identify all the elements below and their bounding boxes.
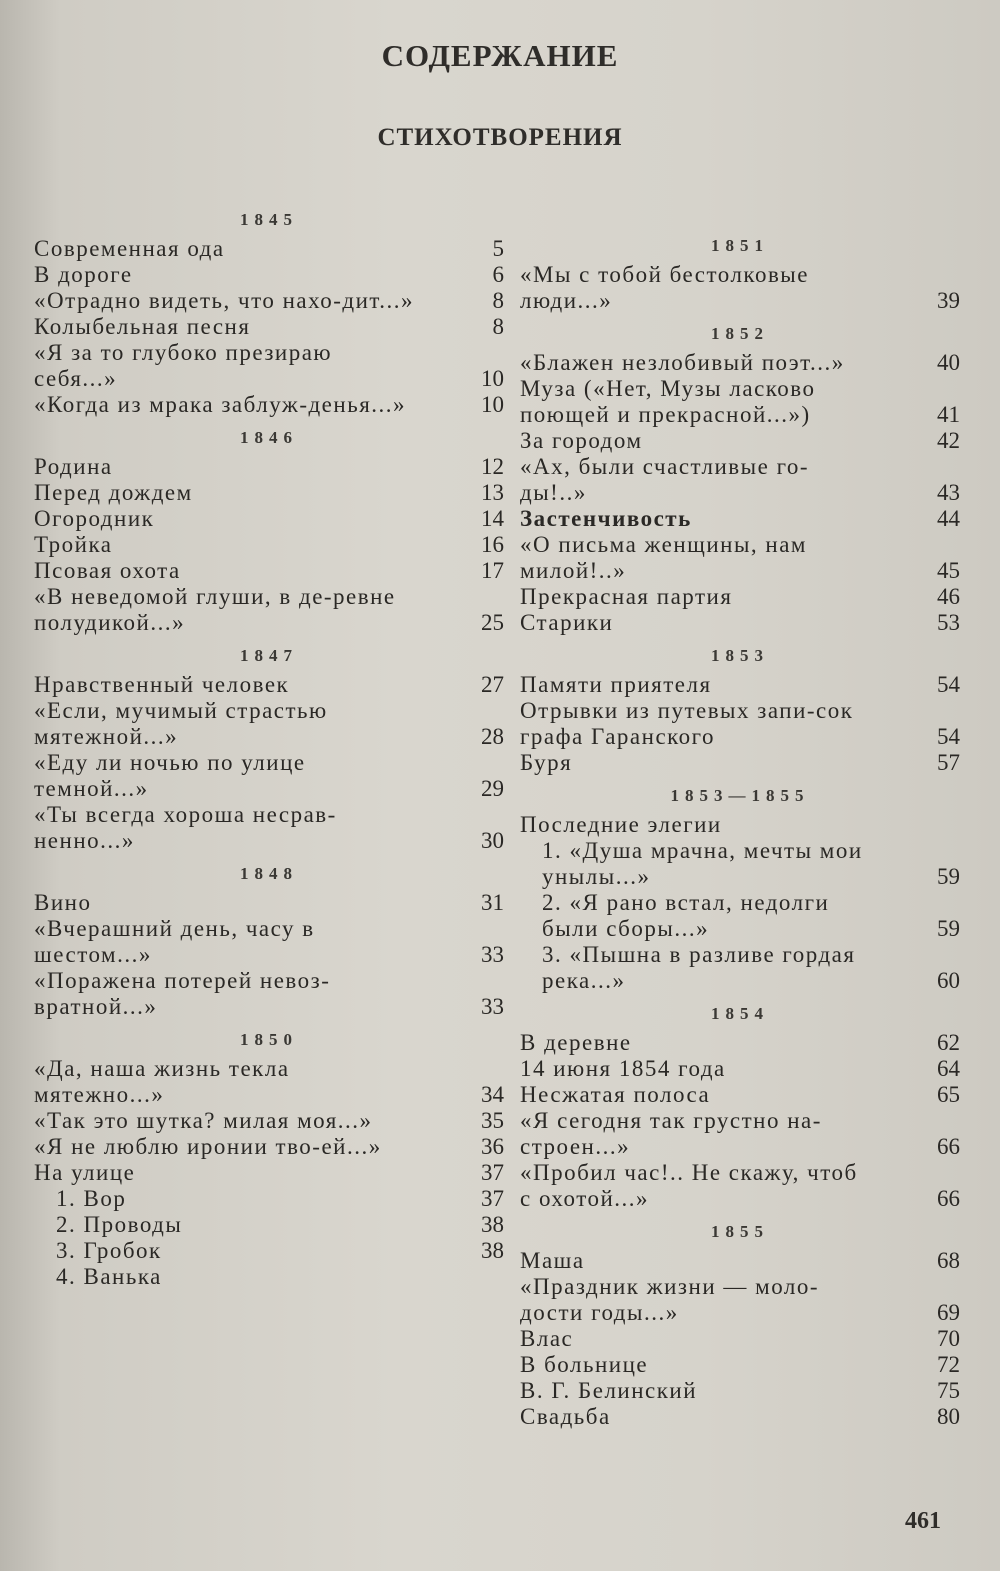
year-heading: 1850 — [240, 1030, 298, 1049]
toc-entry — [34, 916, 504, 968]
toc-entry — [34, 890, 504, 916]
toc-entry-page: 45 — [937, 558, 960, 583]
toc-entry — [520, 428, 960, 454]
toc-entry-title: «Я не люблю иронии тво-ей...» — [34, 1134, 382, 1159]
toc-entry-title: Старики — [520, 610, 614, 635]
toc-entry — [520, 584, 960, 610]
toc-entry — [34, 672, 504, 698]
toc-entry-title: Псовая охота — [34, 558, 181, 583]
toc-entry-title: Маша — [520, 1248, 585, 1273]
toc-entry — [520, 698, 960, 750]
toc-entry-page: 12 — [481, 454, 504, 479]
toc-entry-title: «О письма женщины, нам милой!..» — [520, 532, 807, 583]
toc-entry — [34, 288, 504, 314]
toc-entry-title: «Еду ли ночью по улице темной...» — [34, 750, 306, 801]
toc-entry — [520, 506, 960, 532]
toc-entry-title: В больнице — [520, 1352, 649, 1377]
toc-entry-page: 39 — [937, 288, 960, 313]
toc-entry-title: 14 июня 1854 года — [520, 1056, 726, 1081]
toc-entry-title: Муза («Нет, Музы ласково поющей и прекрасной...») — [520, 376, 816, 427]
toc-entry-title: 2. Проводы — [56, 1212, 183, 1237]
toc-entry-title: «Так это шутка? милая моя...» — [34, 1108, 373, 1133]
toc-entry-title: «Поражена потерей невоз-вратной...» — [34, 968, 331, 1019]
toc-entry-title: 1. Вор — [56, 1186, 127, 1211]
toc-entry-page: 36 — [481, 1134, 504, 1159]
toc-entry-page: 38 — [481, 1238, 504, 1263]
toc-entry-title: «Мы с тобой бестолковые люди...» — [520, 262, 809, 313]
toc-entry-page: 28 — [481, 724, 504, 749]
toc-entry-page: 10 — [481, 366, 504, 391]
toc-entry — [34, 584, 504, 636]
toc-entry — [520, 1030, 960, 1056]
toc-entry — [34, 1186, 504, 1212]
toc-entry — [34, 1134, 504, 1160]
year-heading: 1854 — [711, 1004, 769, 1023]
toc-entry-page: 25 — [481, 610, 504, 635]
year-heading: 1851 — [711, 236, 769, 255]
toc-entry — [34, 1264, 504, 1290]
toc-entry — [34, 236, 504, 262]
year-heading: 1852 — [711, 324, 769, 343]
toc-entry-page: 69 — [937, 1300, 960, 1325]
toc-entry — [520, 1056, 960, 1082]
toc-entry-title: За городом — [520, 428, 643, 453]
toc-left-column — [34, 200, 504, 1290]
toc-entry-page: 8 — [492, 314, 504, 339]
toc-entry-title: В. Г. Белинский — [520, 1378, 698, 1403]
toc-entry-page: 44 — [937, 506, 960, 531]
toc-entry-page: 37 — [481, 1186, 504, 1211]
toc-entry — [34, 532, 504, 558]
toc-entry-title: Свадьба — [520, 1404, 611, 1429]
toc-entry-page: 13 — [481, 480, 504, 505]
toc-entry — [34, 1056, 504, 1108]
toc-entry — [34, 968, 504, 1020]
toc-entry — [520, 838, 960, 890]
toc-entry-page: 29 — [481, 776, 504, 801]
toc-entry-page: 57 — [937, 750, 960, 775]
toc-entry-title: 2. «Я рано встал, недолги были сборы...» — [542, 890, 830, 941]
toc-entry-page: 59 — [937, 864, 960, 889]
toc-entry — [520, 890, 960, 942]
toc-entry-page: 75 — [937, 1378, 960, 1403]
toc-entry — [520, 376, 960, 428]
toc-entry — [34, 802, 504, 854]
toc-entry-page: 72 — [937, 1352, 960, 1377]
toc-entry-page: 68 — [937, 1248, 960, 1273]
toc-entry-page: 54 — [937, 672, 960, 697]
toc-entry — [520, 1352, 960, 1378]
toc-entry-title: «Ах, были счастливые го-ды!..» — [520, 454, 810, 505]
toc-entry-page: 66 — [937, 1134, 960, 1159]
toc-entry — [34, 506, 504, 532]
toc-entry — [34, 262, 504, 288]
toc-entry — [34, 1108, 504, 1134]
toc-entry-page: 35 — [481, 1108, 504, 1133]
toc-entry-title: «Ты всегда хороша несрав-ненно...» — [34, 802, 337, 853]
toc-entry-title: «В неведомой глуши, в де-ревне полудикой...» — [34, 584, 396, 635]
toc-entry-page: 16 — [481, 532, 504, 557]
toc-entry-title: 3. Гробок — [56, 1238, 162, 1263]
toc-entry — [520, 1274, 960, 1326]
toc-entry-page: 65 — [937, 1082, 960, 1107]
toc-entry — [520, 750, 960, 776]
toc-entry-title: «Праздник жизни — моло-дости годы...» — [520, 1274, 820, 1325]
year-heading: 1853 — [711, 646, 769, 665]
toc-entry-title: Последние элегии — [520, 812, 722, 837]
toc-entry — [520, 1108, 960, 1160]
toc-entry — [520, 1326, 960, 1352]
toc-entry-page: 66 — [937, 1186, 960, 1211]
section-title: СТИХОТВОРЕНИЯ — [377, 124, 623, 151]
toc-entry — [34, 1160, 504, 1186]
toc-entry — [34, 558, 504, 584]
toc-entry-title: 1. «Душа мрачна, мечты мои унылы...» — [542, 838, 863, 889]
toc-entry-page: 54 — [937, 724, 960, 749]
toc-entry-title: Отрывки из путевых запи-сок графа Гаранского — [520, 698, 854, 749]
toc-entry-title: «Вчерашний день, часу в шестом...» — [34, 916, 315, 967]
year-heading: 1845 — [240, 210, 298, 229]
toc-entry-page: 60 — [937, 968, 960, 993]
toc-entry — [520, 812, 960, 838]
toc-entry-page: 53 — [937, 610, 960, 635]
toc-entry — [520, 1378, 960, 1404]
toc-entry-title: Застенчивость — [520, 506, 692, 531]
toc-entry-title: «Если, мучимый страстью мятежной...» — [34, 698, 328, 749]
toc-right-column — [520, 226, 960, 1430]
toc-entry — [520, 1082, 960, 1108]
toc-entry-page: 31 — [481, 890, 504, 915]
toc-entry-page: 14 — [481, 506, 504, 531]
toc-entry-page: 64 — [937, 1056, 960, 1081]
toc-entry-page: 42 — [937, 428, 960, 453]
toc-entry-page: 27 — [481, 672, 504, 697]
toc-entry — [34, 340, 504, 392]
year-heading: 1846 — [240, 428, 298, 447]
toc-entry-page: 33 — [481, 994, 504, 1019]
toc-entry-page: 80 — [937, 1404, 960, 1429]
toc-entry — [520, 350, 960, 376]
toc-entry-title: Прекрасная партия — [520, 584, 733, 609]
year-heading: 1855 — [711, 1222, 769, 1241]
toc-entry-page: 62 — [937, 1030, 960, 1055]
toc-entry-page: 38 — [481, 1212, 504, 1237]
year-heading: 1853—1855 — [670, 786, 810, 805]
toc-entry-title: «Блажен незлобивый поэт...» — [520, 350, 845, 375]
toc-entry-title: В дороге — [34, 262, 133, 287]
toc-entry-title: Вино — [34, 890, 92, 915]
toc-entry-page: 41 — [937, 402, 960, 427]
toc-entry-title: «Отрадно видеть, что нахо-дит...» — [34, 288, 414, 313]
toc-entry — [34, 480, 504, 506]
year-heading: 1848 — [240, 864, 298, 883]
toc-entry-title: В деревне — [520, 1030, 632, 1055]
toc-entry — [520, 610, 960, 636]
toc-entry — [34, 698, 504, 750]
toc-entry-title: «Я за то глубоко презираю себя...» — [34, 340, 333, 391]
toc-entry-page: 33 — [481, 942, 504, 967]
toc-entry-title: Влас — [520, 1326, 574, 1351]
toc-entry-page: 30 — [481, 828, 504, 853]
toc-entry — [520, 1248, 960, 1274]
toc-entry-title: Буря — [520, 750, 573, 775]
toc-entry-title: Памяти приятеля — [520, 672, 712, 697]
toc-entry — [34, 454, 504, 480]
toc-entry-page: 40 — [937, 350, 960, 375]
toc-entry-page: 59 — [937, 916, 960, 941]
toc-entry-page: 70 — [937, 1326, 960, 1351]
toc-entry-title: Родина — [34, 454, 113, 479]
toc-entry — [520, 672, 960, 698]
toc-entry-title: «Пробил час!.. Не скажу, чтоб с охотой...» — [520, 1160, 858, 1211]
toc-entry-title: Огородник — [34, 506, 155, 531]
toc-entry-title: 3. «Пышна в разливе гордая река...» — [542, 942, 856, 993]
page-title: СОДЕРЖАНИЕ — [381, 38, 619, 73]
toc-entry — [34, 314, 504, 340]
toc-entry-title: Тройка — [34, 532, 113, 557]
page-number: 461 — [905, 1508, 941, 1534]
toc-entry — [520, 262, 960, 314]
toc-entry-page: 37 — [481, 1160, 504, 1185]
toc-entry-title: «Я сегодня так грустно на-строен...» — [520, 1108, 822, 1159]
toc-entry — [520, 1404, 960, 1430]
toc-entry-title: Нравственный человек — [34, 672, 290, 697]
toc-entry — [34, 1212, 504, 1238]
toc-entry-title: Современная ода — [34, 236, 225, 261]
toc-entry — [34, 750, 504, 802]
toc-entry-title: «Когда из мрака заблуж-денья...» — [34, 392, 407, 417]
toc-entry-title: Несжатая полоса — [520, 1082, 711, 1107]
toc-entry-title: Перед дождем — [34, 480, 193, 505]
toc-entry-page: 10 — [481, 392, 504, 417]
toc-entry-page: 43 — [937, 480, 960, 505]
toc-entry-title: На улице — [34, 1160, 136, 1185]
year-heading: 1847 — [240, 646, 298, 665]
toc-entry-title: «Да, наша жизнь текла мятежно...» — [34, 1056, 290, 1107]
toc-entry-page: 17 — [481, 558, 504, 583]
toc-entry-title: Колыбельная песня — [34, 314, 251, 339]
toc-entry — [34, 1238, 504, 1264]
toc-entry — [520, 532, 960, 584]
toc-entry — [520, 1160, 960, 1212]
toc-entry-page: 5 — [492, 236, 504, 261]
toc-entry-title: 4. Ванька — [56, 1264, 162, 1289]
toc-entry-page: 6 — [492, 262, 504, 287]
toc-entry-page: 34 — [481, 1082, 504, 1107]
toc-entry-page: 46 — [937, 584, 960, 609]
toc-entry — [520, 454, 960, 506]
toc-entry — [520, 942, 960, 994]
toc-entry — [34, 392, 504, 418]
toc-entry-page: 8 — [492, 288, 504, 313]
